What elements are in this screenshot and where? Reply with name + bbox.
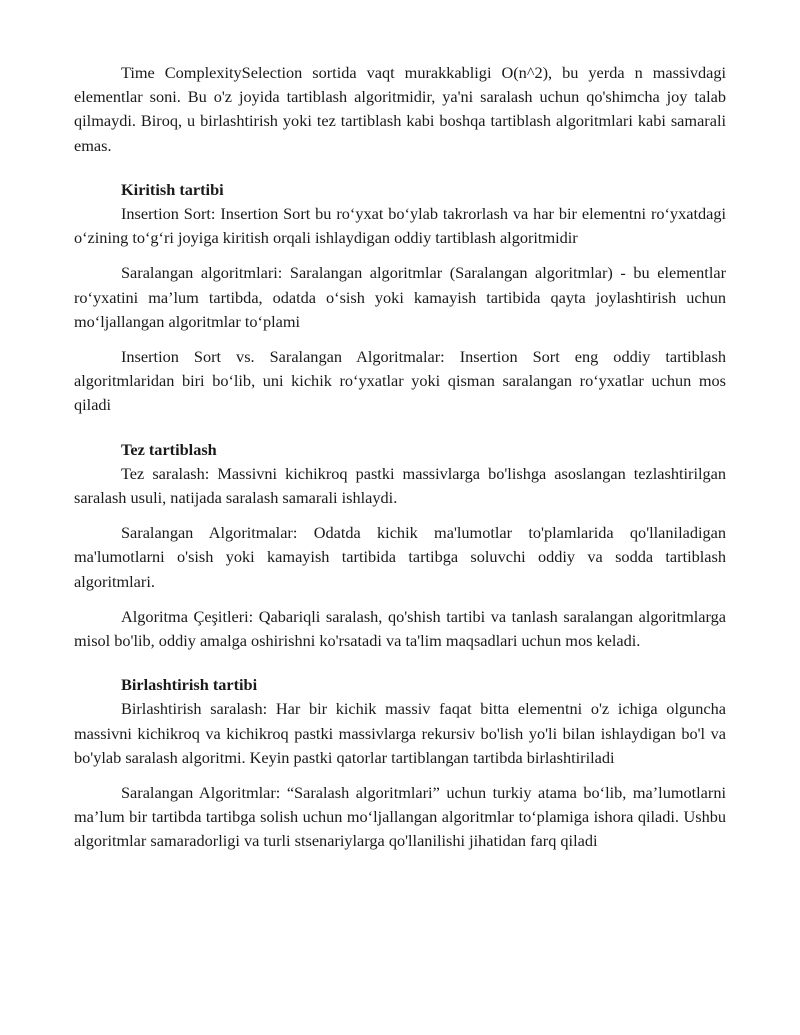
paragraph-saralangan-algoritmalar: Saralangan Algoritmalar: Odatda kichik ma'lumotlar to'plamlarida qo'llaniladigan ma'lumotlarni o'sish yoki kamayish tartibida tartibga soluvchi oddiy va sodda tartiblash algoritmlari. [74,523,726,591]
paragraph-algoritma-cesitleri: Algoritma Çeşitleri: Qabariqli saralash, qo'shish tartibi va tanlash saralangan algoritmlarga misol bo'lib, oddiy amalga oshirishni ko'rsatadi va ta'lim maqsadlari uchun mos keladi. [74,606,726,651]
heading-birlashtirish-tartibi: Birlashtirish tartibi [121,675,258,695]
paragraph-tez-saralash: Tez saralash: Massivni kichikroq pastki massivlarga bo'lishga asoslangan tezlashtirilgan saralash usuli, natijada saralash samarali ishlaydi. [74,463,726,508]
paragraph-insertion-sort: Insertion Sort: Insertion Sort bu ro‘yxat bo‘ylab takrorlash va har bir elementni ro‘yxatdagi o‘zining to‘g‘ri joyiga kiritish orqali ishlaydigan oddiy tartiblash algoritmidir [74,204,726,248]
heading-kiritish-tartibi: Kiritish tartibi [121,179,224,199]
paragraph-time-complexity: Time ComplexitySelection sortida vaqt murakkabligi O(n^2), bu yerda n massivdagi elementlar soni. Bu o'z joyida tartiblash algoritmidir, ya'ni saralash uchun qo'shimcha joy talab qilmaydi. Biroq, u birlashtirish yoki tez tartiblash kabi boshqa tartiblash algoritmlari kabi samarali emas. [74,63,726,155]
paragraph-saralangan-algoritmlar-turkiy: Saralangan Algoritmlar: “Saralash algoritmlari” uchun turkiy atama bo‘lib, ma’lumotlarni ma’lum bir tartibda tartibga solish uchun mo‘ljallangan algoritmlar to‘plamiga ishora qiladi. Ushbu algoritmlar samaradorligi va turli stsenariylarga qo'llanilishi jihatidan farq qiladi [74,783,726,851]
paragraph-insertion-vs-saralangan: Insertion Sort vs. Saralangan Algoritmalar: Insertion Sort eng oddiy tartiblash algoritmlaridan biri bo‘lib, uni kichik ro‘yxatlar yoki qisman saralangan ro‘yxatlar uchun mos qiladi [74,347,726,415]
heading-tez-tartiblash: Tez tartiblash [121,439,217,459]
paragraph-saralangan-algoritmlari: Saralangan algoritmlari: Saralangan algoritmlar (Saralangan algoritmlar) - bu elementlar ro‘yxatini ma’lum tartibda, odatda o‘sish yoki kamayish tartibida qayta joylashtirish uchun mo‘ljallangan algoritmlar to‘plami [74,263,726,331]
paragraph-birlashtirish-saralash: Birlashtirish saralash: Har bir kichik massiv faqat bitta elementni o'z ichiga olguncha massivni kichikroq va kichikroq pastki massivlarga rekursiv bo'lish yo'li bilan ishlaydigan bo'l va bo'ylab saralash algoritmi. Keyin pastki qatorlar tartiblangan tartibda birlashtiriladi [74,699,726,767]
